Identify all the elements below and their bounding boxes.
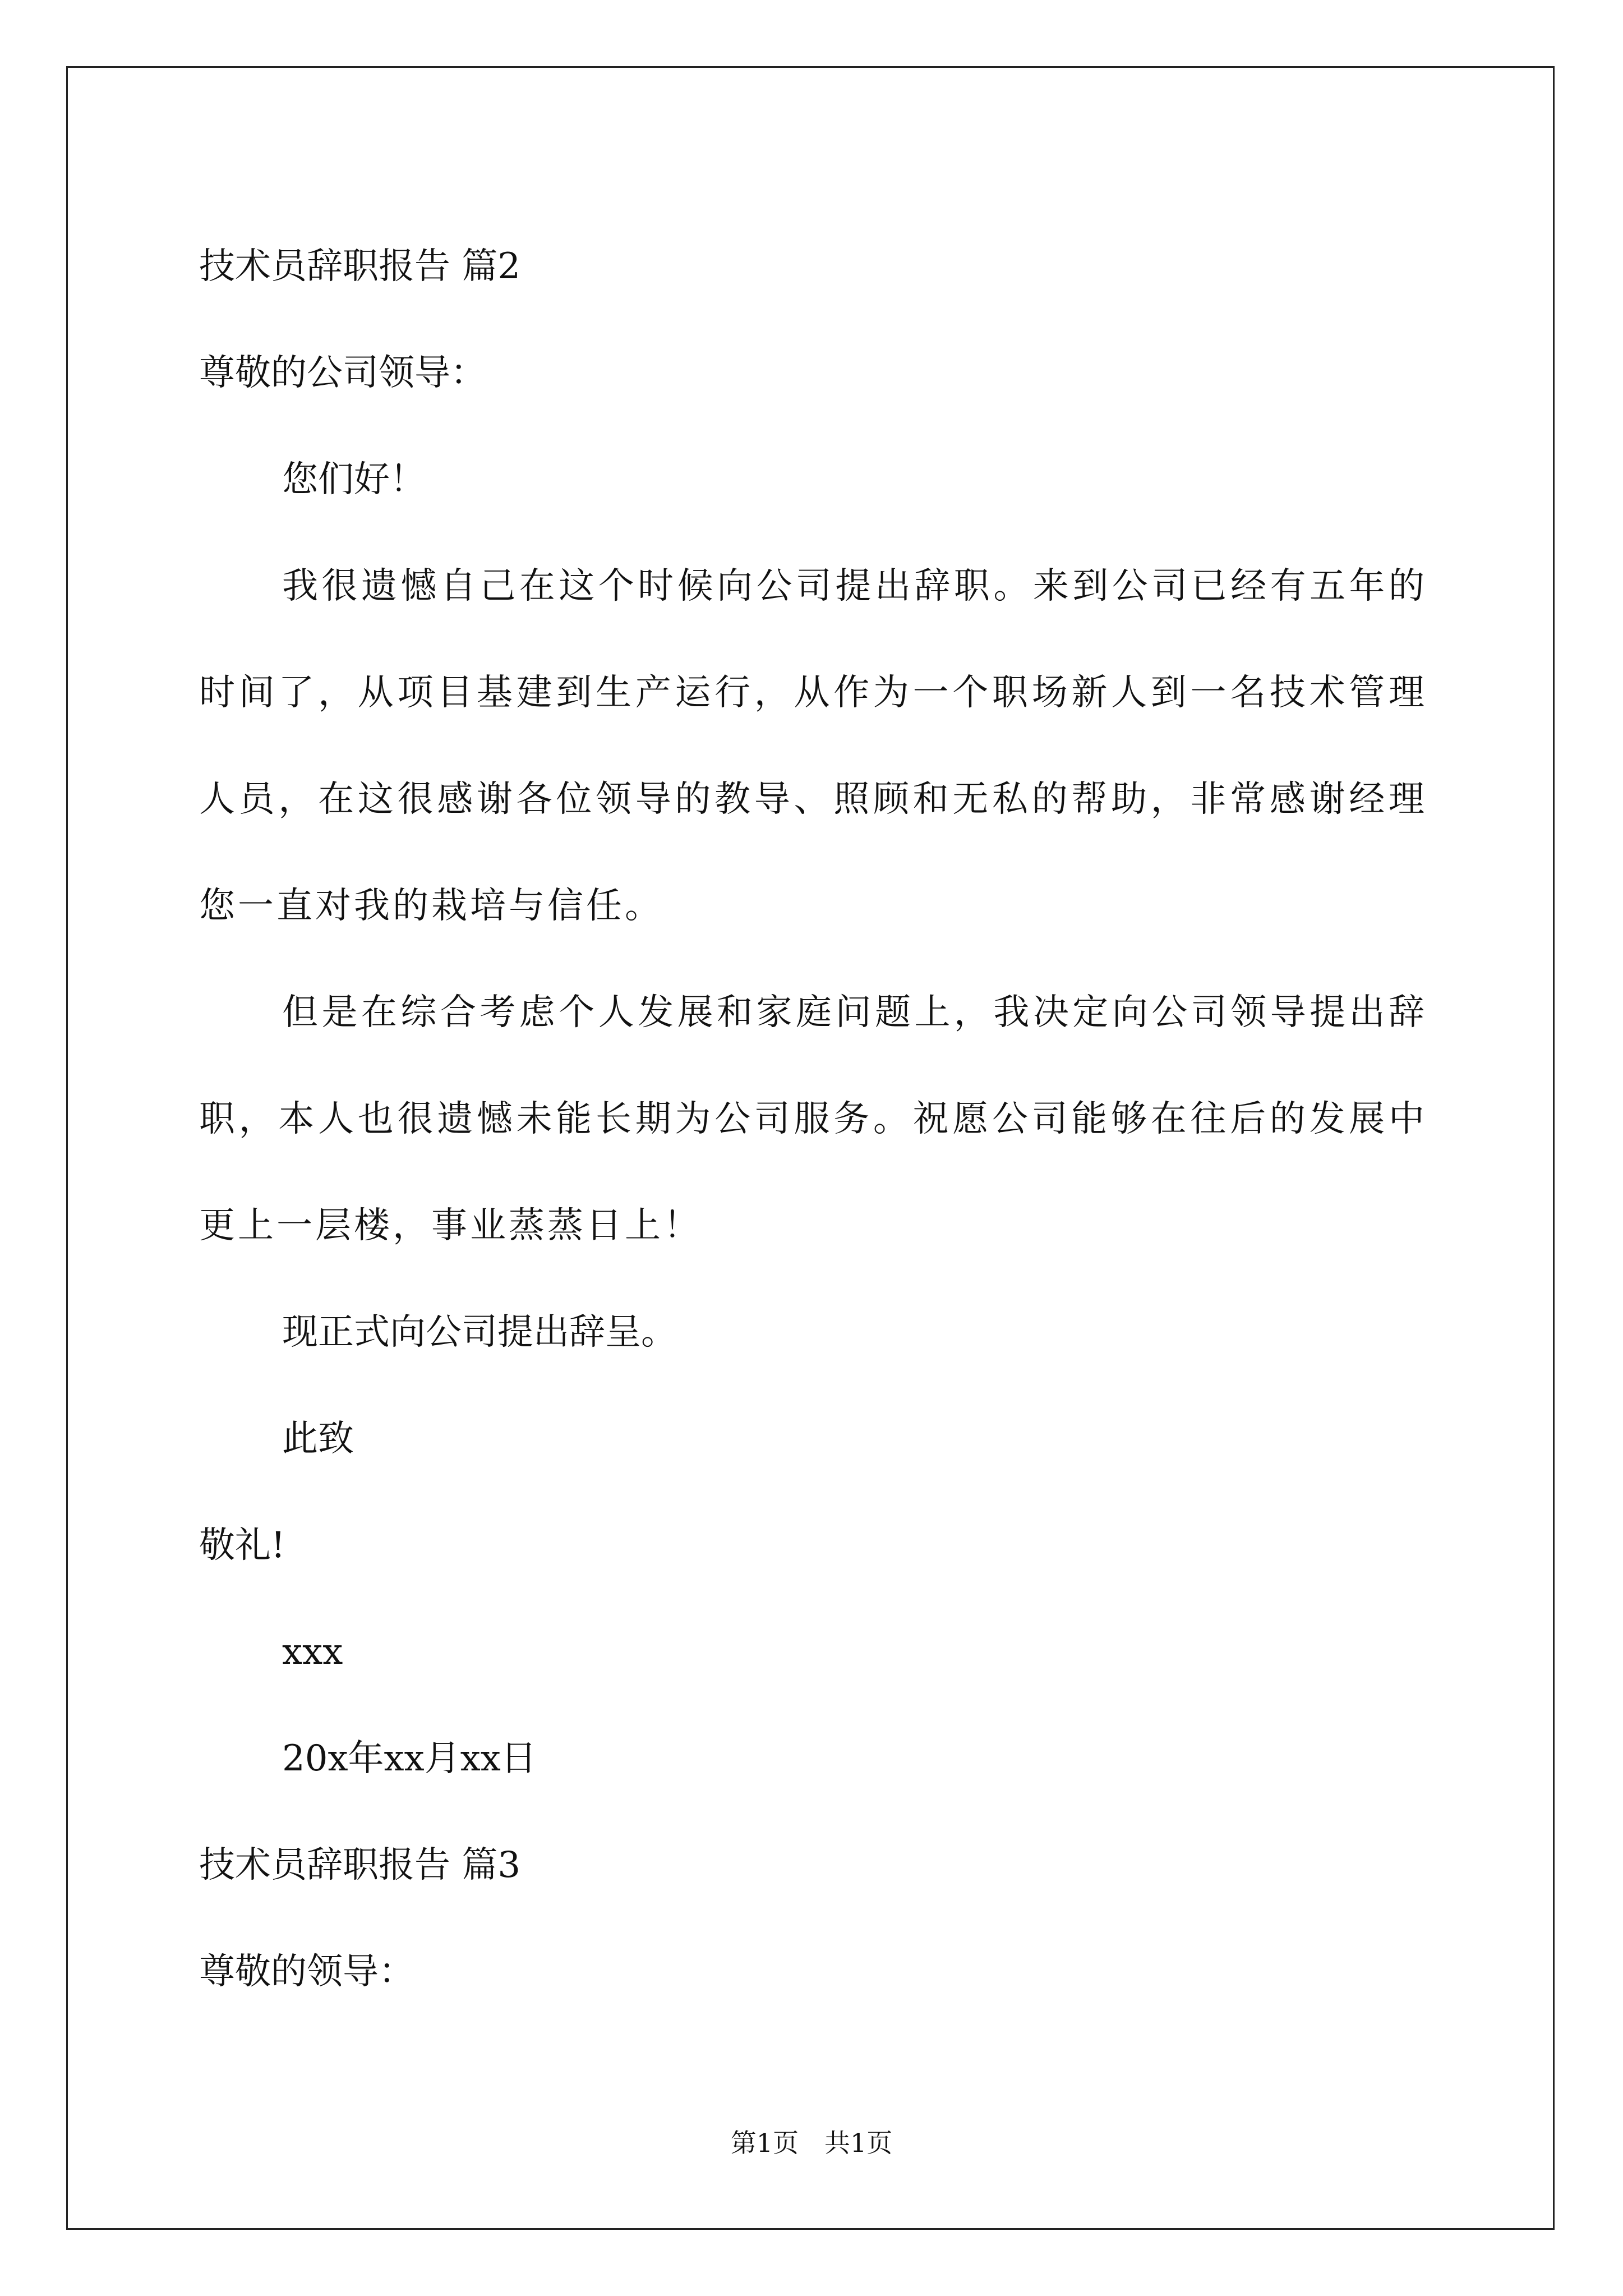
paragraph: 但是在综合考虑个人发展和家庭问题上，我决定向公司领导提出辞职，本人也很遗憾未能长期为公司服务。祝愿公司能够在往后的发展中更上一层楼，事业蒸蒸日上！ <box>199 992 1427 1246</box>
page-footer: 第1页 共1页 <box>730 2128 893 2158</box>
formal-statement: 现正式向公司提出辞呈。 <box>282 1312 677 1353</box>
paragraph: 我很遗憾自己在这个时候向公司提出辞职。来到公司已经有五年的时间了，从项目基建到生产运行，从作为一个职场新人到一名技术管理人员，在这很感谢各位领导的教导、照顾和无私的帮助，非常感谢经理您一直对我的栽培与信任。 <box>199 565 1427 927</box>
salutation: 尊敬的领导： <box>199 1951 414 1993</box>
greeting: 您们好！ <box>282 459 426 500</box>
closing-salute: 敬礼! <box>199 1525 285 1566</box>
signature: xxx <box>282 1631 343 1673</box>
salutation: 尊敬的公司领导： <box>199 352 486 394</box>
closing-line: 此致 <box>282 1418 354 1460</box>
document-body <box>199 213 1427 2025</box>
section-title: 技术员辞职报告 篇3 <box>199 1844 521 1886</box>
date: 20x年xx月xx日 <box>282 1738 537 1779</box>
section-title: 技术员辞职报告 篇2 <box>199 246 521 287</box>
